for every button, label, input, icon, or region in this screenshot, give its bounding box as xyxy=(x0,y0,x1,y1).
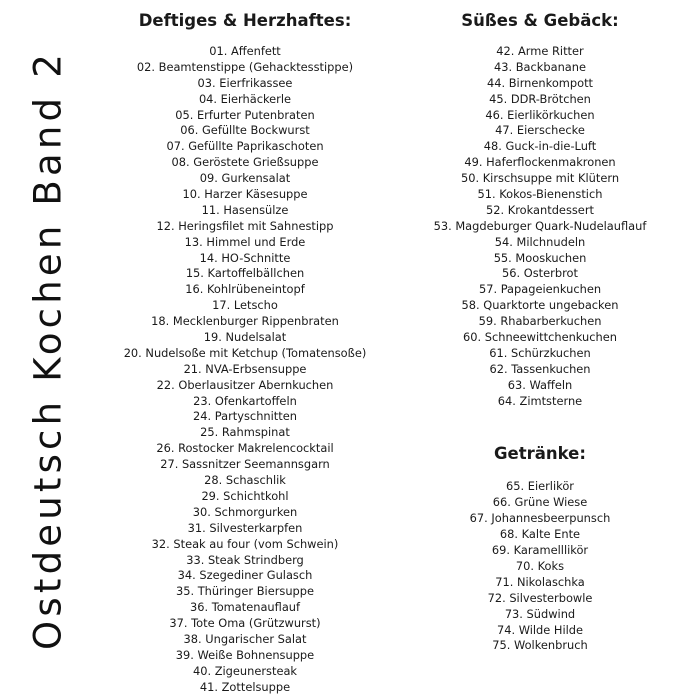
recipe-item: 16. Kohlrübeneintopf xyxy=(185,282,305,297)
recipe-item: 53. Magdeburger Quark-Nudelauflauf xyxy=(433,218,647,233)
recipe-item: 51. Kokos-Bienenstich xyxy=(477,187,603,202)
recipe-item: 62. Tassenkuchen xyxy=(489,361,591,376)
recipe-item: 26. Rostocker Makrelencocktail xyxy=(156,441,334,456)
recipe-item: 34. Szegediner Gulasch xyxy=(177,568,313,583)
recipe-item: 25. Rahmspinat xyxy=(200,425,290,440)
recipe-item: 58. Quarktorte ungebacken xyxy=(461,298,619,313)
recipe-item: 48. Guck-in-die-Luft xyxy=(483,139,597,154)
recipe-item: 69. Karamelllikör xyxy=(491,543,589,558)
recipe-item: 35. Thüringer Biersuppe xyxy=(175,584,315,599)
recipe-item: 70. Koks xyxy=(515,558,565,573)
recipe-item: 10. Harzer Käsesuppe xyxy=(182,187,308,202)
hearty-list xyxy=(115,44,375,696)
recipe-item: 08. Geröstete Grießsuppe xyxy=(171,155,319,170)
sweets-heading: Süßes & Gebäck: xyxy=(461,11,619,30)
recipe-item: 13. Himmel und Erde xyxy=(184,234,306,249)
recipe-item: 63. Waffeln xyxy=(507,377,573,392)
recipe-item: 38. Ungarischer Salat xyxy=(183,631,307,646)
recipe-item: 68. Kalte Ente xyxy=(499,527,581,542)
recipe-item: 66. Grüne Wiese xyxy=(492,495,588,510)
recipe-item: 72. Silvesterbowle xyxy=(487,590,593,605)
recipe-item: 18. Mecklenburger Rippenbraten xyxy=(151,314,339,329)
recipe-item: 02. Beamtenstippe (Gehacktesstippe) xyxy=(136,59,354,74)
recipe-item: 46. Eierlikörkuchen xyxy=(485,107,595,122)
drinks-list xyxy=(420,479,660,654)
recipe-item: 65. Eierlikör xyxy=(506,479,574,494)
recipe-item: 36. Tomatenauflauf xyxy=(189,600,301,615)
recipe-item: 42. Arme Ritter xyxy=(496,44,584,58)
recipe-item: 49. Haferflockenmakronen xyxy=(464,155,616,170)
recipe-item: 17. Letscho xyxy=(212,298,278,313)
recipe-item: 55. Mooskuchen xyxy=(493,250,587,265)
recipe-item: 20. Nudelsoße mit Ketchup (Tomatensoße) xyxy=(123,345,367,360)
recipe-item: 09. Gurkensalat xyxy=(199,171,291,186)
recipe-item: 33. Steak Strindberg xyxy=(186,552,304,567)
recipe-item: 11. Hasensülze xyxy=(201,202,289,217)
recipe-item: 21. NVA-Erbsensuppe xyxy=(183,361,307,376)
recipe-item: 43. Backbanane xyxy=(493,59,587,74)
sweets-drinks-section xyxy=(420,8,660,654)
recipe-item: 37. Tote Oma (Grützwurst) xyxy=(169,616,321,631)
recipe-item: 23. Ofenkartoffeln xyxy=(193,393,297,408)
recipe-item: 22. Oberlausitzer Abernkuchen xyxy=(156,377,334,392)
recipe-item: 54. Milchnudeln xyxy=(494,234,586,249)
recipe-item: 47. Eierschecke xyxy=(495,123,585,138)
recipe-item: 06. Gefüllte Bockwurst xyxy=(180,123,310,138)
recipe-item: 31. Silvesterkarpfen xyxy=(187,520,303,535)
recipe-item: 50. Kirschsuppe mit Klütern xyxy=(460,171,620,186)
recipe-item: 03. Eierfrikassee xyxy=(197,75,293,90)
recipe-item: 75. Wolkenbruch xyxy=(492,638,588,653)
recipe-item: 05. Erfurter Putenbraten xyxy=(175,107,315,122)
sweets-list xyxy=(420,44,660,409)
hearty-heading: Deftiges & Herzhaftes: xyxy=(138,11,352,30)
recipe-item: 24. Partyschnitten xyxy=(193,409,297,424)
book-title: Ostdeutsch Kochen Band 2 xyxy=(26,50,70,650)
recipe-item: 64. Zimtsterne xyxy=(497,393,583,408)
hearty-section xyxy=(115,8,375,696)
recipe-item: 60. Schneewittchenkuchen xyxy=(463,330,617,345)
recipe-item: 44. Birnenkompott xyxy=(486,75,594,90)
recipe-item: 61. Schürzkuchen xyxy=(489,345,591,360)
recipe-item: 39. Weiße Bohnensuppe xyxy=(175,647,315,662)
recipe-item: 71. Nikolaschka xyxy=(495,574,585,589)
recipe-item: 67. Johannesbeerpunsch xyxy=(469,511,611,526)
recipe-item: 29. Schichtkohl xyxy=(201,488,289,503)
recipe-item: 04. Eierhäckerle xyxy=(198,91,292,106)
drinks-heading: Getränke: xyxy=(494,444,586,464)
recipe-item: 27. Sassnitzer Seemannsgarn xyxy=(160,457,330,472)
recipe-item: 45. DDR-Brötchen xyxy=(489,91,591,106)
recipe-item: 32. Steak au four (vom Schwein) xyxy=(151,536,339,551)
recipe-item: 41. Zottelsuppe xyxy=(199,679,291,694)
recipe-item: 40. Zigeunersteak xyxy=(192,663,298,678)
recipe-item: 52. Krokantdessert xyxy=(486,202,594,217)
recipe-item: 14. HO-Schnitte xyxy=(199,250,291,265)
recipe-item: 28. Schaschlik xyxy=(204,473,286,488)
recipe-item: 73. Südwind xyxy=(504,606,576,621)
recipe-item: 56. Osterbrot xyxy=(502,266,578,281)
recipe-item: 30. Schmorgurken xyxy=(192,504,298,519)
recipe-item: 07. Gefüllte Paprikaschoten xyxy=(166,139,324,154)
recipe-item: 57. Papageienkuchen xyxy=(478,282,602,297)
recipe-item: 15. Kartoffelbällchen xyxy=(185,266,305,281)
recipe-item: 12. Heringsfilet mit Sahnestipp xyxy=(156,218,334,233)
recipe-item: 59. Rhabarberkuchen xyxy=(478,314,602,329)
recipe-item: 01. Affenfett xyxy=(209,44,281,58)
recipe-item: 19. Nudelsalat xyxy=(203,330,287,345)
recipe-item: 74. Wilde Hilde xyxy=(496,622,584,637)
